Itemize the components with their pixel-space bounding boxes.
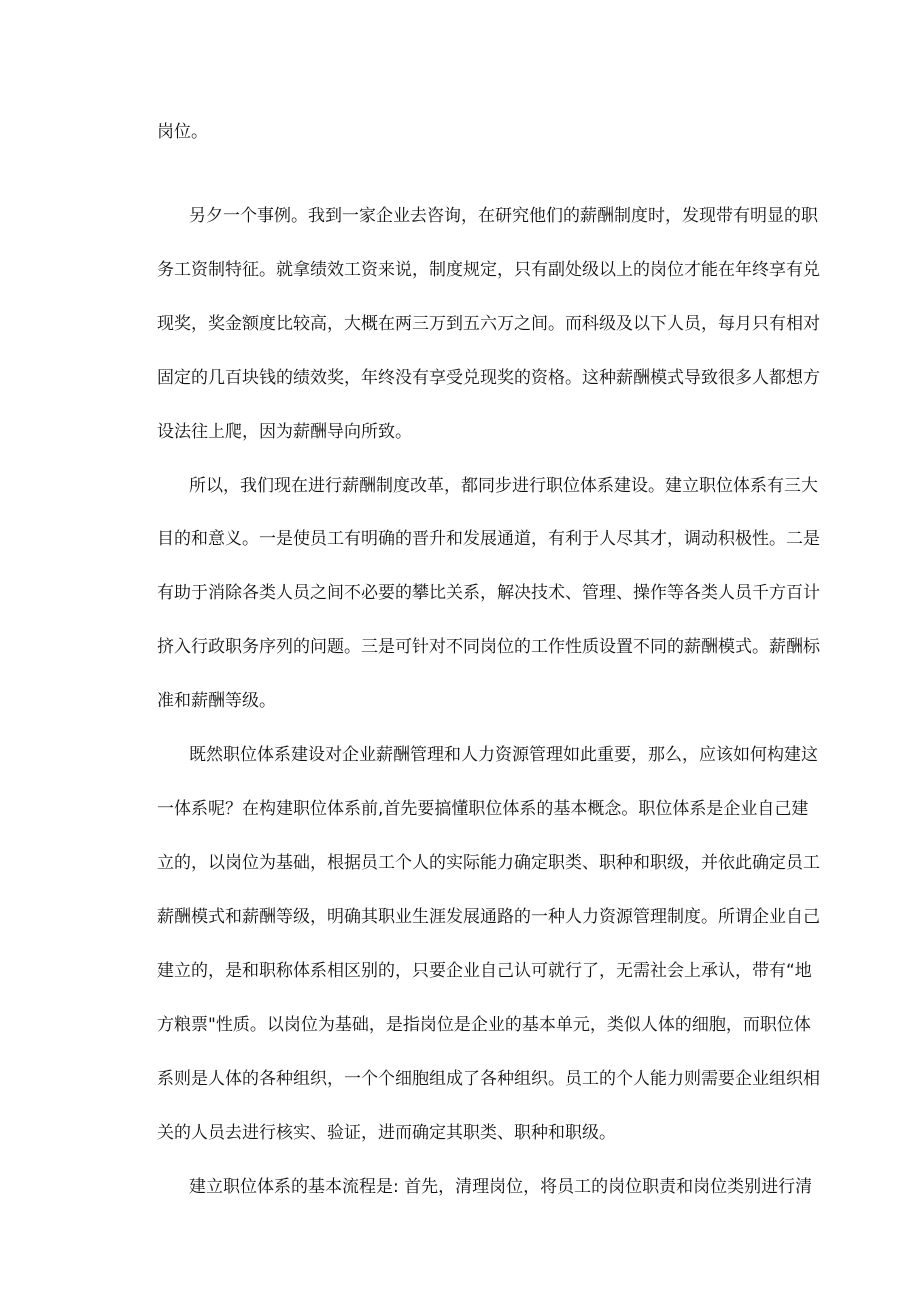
- text-line: 系则是人体的各种组织，一个个细胞组成了各种组织。员工的个人能力则需要企业组织相: [157, 1069, 820, 1089]
- text-line: 固定的几百块钱的绩效奖，年终没有享受兑现奖的资格。这种薪酬模式导致很多人都想方: [157, 368, 820, 388]
- text-line: 一体系呢？在构建职位体系前,首先要搞懂职位体系的基本概念。职位体系是企业自己建: [157, 799, 809, 819]
- text-line: 挤入行政职务序列的问题。三是可针对不同岗位的工作性质设置不同的薪酬模式。薪酬标: [157, 637, 820, 657]
- text-line: 建立职位体系的基本流程是: 首先，清理岗位，将员工的岗位职责和岗位类别进行清: [189, 1177, 813, 1197]
- text-line: 方粮票"性质。以岗位为基础，是指岗位是企业的基本单元，类似人体的细胞，而职位体: [157, 1015, 811, 1035]
- text-line: 务工资制特征。就拿绩效工资来说，制度规定，只有副处级以上的岗位才能在年终享有兑: [157, 260, 820, 280]
- text-line: 设法往上爬，因为薪酬导向所致。: [157, 422, 412, 442]
- text-line: 目的和意义。一是使员工有明确的晋升和发展通道，有利于人尽其才，调动积极性。二是: [157, 529, 820, 549]
- text-line: 准和薪酬等级。: [157, 691, 276, 711]
- text-line: 薪酬模式和薪酬等级，明确其职业生涯发展通路的一种人力资源管理制度。所谓企业自己: [157, 907, 820, 927]
- text-line: 关的人员去进行核实、验证，进而确定其职类、职种和职级。: [157, 1123, 616, 1143]
- text-line: 有助于消除各类人员之间不必要的攀比关系，解决技术、管理、操作等各类人员千方百计: [157, 583, 820, 603]
- text-line: 岗位。: [157, 122, 208, 142]
- text-line: 现奖，奖金额度比较高，大概在两三万到五六万之间。而科级及以下人员，每月只有相对: [157, 314, 820, 334]
- text-line: 另夕一个事例。我到一家企业去咨询，在研究他们的薪酬制度时，发现带有明显的职: [189, 206, 818, 226]
- text-line: 所以，我们现在进行薪酬制度改革，都同步进行职位体系建设。建立职位体系有三大: [189, 476, 818, 496]
- text-line: 建立的，是和职称体系相区别的，只要企业自己认可就行了，无需社会上承认，带有“地: [157, 961, 812, 981]
- text-line: 既然职位体系建设对企业薪酬管理和人力资源管理如此重要，那么，应该如何构建这: [189, 745, 818, 765]
- text-line: 立的，以岗位为基础，根据员工个人的实际能力确定职类、职种和职级，并依此确定员工: [157, 853, 820, 873]
